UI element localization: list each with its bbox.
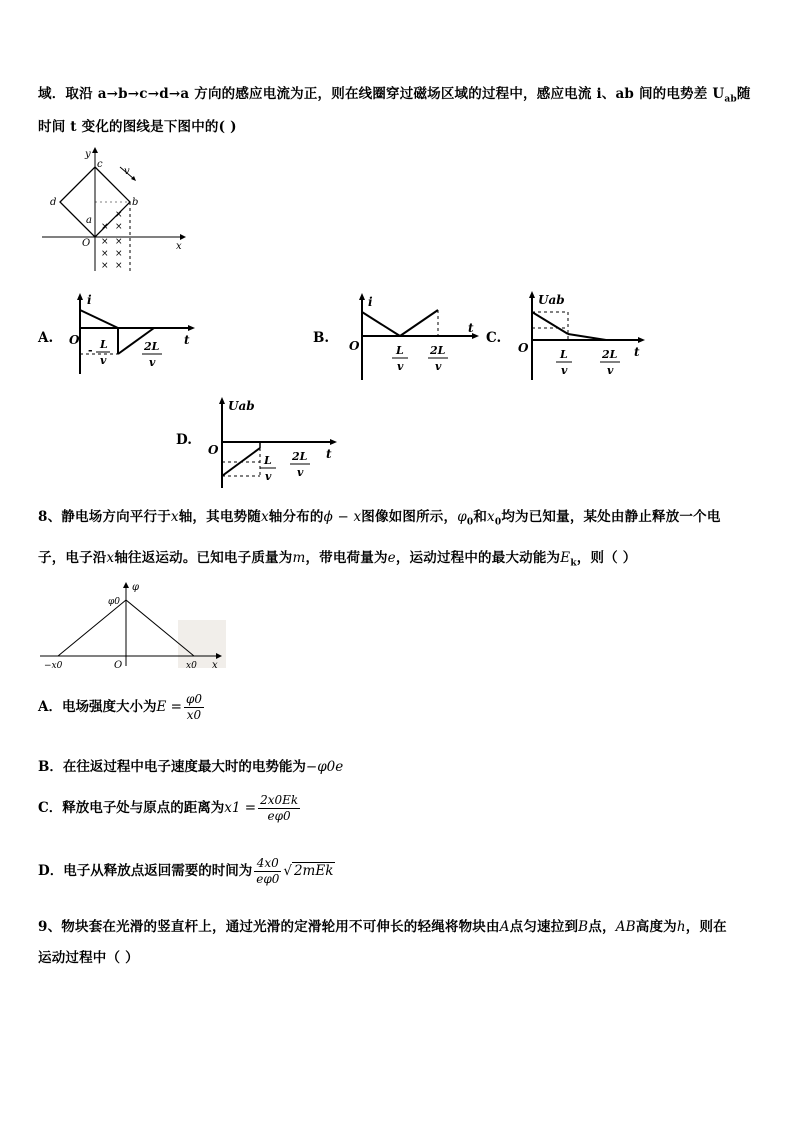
field-cross-mark: × <box>115 237 123 247</box>
q7d-axis-uab: Uab <box>228 399 255 413</box>
q7b-tick1-num: L <box>396 344 404 357</box>
q7-fig-v: v <box>124 166 130 177</box>
q7a-origin: O <box>69 333 80 347</box>
q7-option-c-graph <box>514 290 650 382</box>
q8-line-1: 8、静电场方向平行于x轴，其电势随x轴分布的ϕ − x图像如图所示，$\varphi_0$和$x_0$均为已知量，某处由静止释放一个电 <box>38 509 721 528</box>
q7b-axis-t: t <box>468 321 474 335</box>
q7c-tick2-num: 2L <box>602 348 618 361</box>
q7b-tick2-den: v <box>435 360 442 373</box>
field-cross-mark: × <box>115 222 123 232</box>
q8-option-b[interactable]: B．在往返过程中电子速度最大时的电势能为−φ0e <box>38 759 344 775</box>
q7b-tick1-den: v <box>397 360 404 373</box>
q7-line-2: 时间 t 变化的图线是下图中的( ) <box>38 119 237 135</box>
q7b-tick2-num: 2L <box>430 344 446 357</box>
q7-fig-c: c <box>97 159 103 170</box>
q7-option-a-label: A. <box>38 330 54 346</box>
q9-line-2: 运动过程中（ ） <box>38 950 139 966</box>
q8-option-a[interactable]: A．电场强度大小为E = $\frac{\varphi 0}{x0}$ <box>38 692 202 722</box>
q8-graph-x-axis: x <box>212 660 218 671</box>
q7c-tick1-num: L <box>560 348 568 361</box>
q7a-tick2-den: v <box>149 356 156 369</box>
q8-graph-origin: O <box>114 660 123 671</box>
q7c-tick2-den: v <box>607 364 614 377</box>
q7-option-b-label: B. <box>313 330 330 346</box>
q7-line-1-text: 域．取沿 a→b→c→d→a 方向的感应电流为正，则在线圈穿过磁场区域的过程中，感应电流 i、ab 间的电势差 U <box>38 86 725 102</box>
q7-line-1-end: 随 <box>736 86 751 102</box>
q7a-tick1-den: v <box>100 354 107 367</box>
q7c-axis-uab: Uab <box>538 293 565 307</box>
q7-line-1 <box>38 82 751 105</box>
q7a-tick2-num: 2L <box>144 340 160 353</box>
q8-option-c[interactable]: C．释放电子处与原点的距离为x1 = $\frac{2x0Ek}{e\varphi 0}$ <box>38 793 299 823</box>
q7-fig-d: d <box>50 197 57 208</box>
q7-fig-x-label: x <box>176 241 182 252</box>
q9-line-1: 9、物块套在光滑的竖直杆上，通过光滑的定滑轮用不可伸长的轻绳将物块由A点匀速拉到B点，AB高度为h，则在 <box>38 919 727 935</box>
q7c-axis-t: t <box>634 345 640 359</box>
q7-option-c-label: C. <box>486 330 502 346</box>
q8-graph-x0: x0 <box>186 661 197 671</box>
q7c-origin: O <box>518 341 529 355</box>
q7a-axis-t: t <box>184 333 190 347</box>
q7-option-a-graph <box>66 292 198 378</box>
q8-graph-phi0: φ0 <box>108 597 121 607</box>
q7d-tick2-den: v <box>297 466 304 479</box>
field-cross-mark: × <box>101 249 109 259</box>
q7d-axis-t: t <box>326 447 332 461</box>
q8-option-d[interactable]: D．电子从释放点返回需要的时间为 $\frac{4x0}{e\varphi 0}$ √ 2mEk <box>38 856 334 886</box>
q7b-axis-i: i <box>368 295 373 309</box>
field-cross-mark: × <box>115 210 123 220</box>
q7-fig-y-label: y <box>85 149 91 160</box>
q7-field-crosses <box>101 210 123 271</box>
q8-line-2: 子，电子沿x轴往返运动。已知电子质量为m，带电荷量为e，运动过程中的最大动能为$E_k$，则（ ） <box>38 550 637 569</box>
q7b-origin: O <box>349 339 360 353</box>
q7-option-b-graph <box>346 292 482 382</box>
q7a-tick1-num: L <box>100 338 108 351</box>
q8-graph-neg-x0: −x0 <box>44 661 63 671</box>
q7d-origin: O <box>208 443 219 457</box>
q7c-tick1-den: v <box>561 364 568 377</box>
q8-potential-graph <box>38 580 228 672</box>
field-cross-mark: × <box>101 261 109 271</box>
q7-fig-b: b <box>132 197 139 208</box>
q7-uab-subscript: ab <box>724 94 737 105</box>
q7-option-d-graph <box>206 396 342 490</box>
q7-coil-figure <box>38 145 188 275</box>
q7a-tick1-minus: - <box>88 344 93 357</box>
q7d-tick1-num: L <box>264 454 272 467</box>
field-cross-mark: × <box>115 261 123 271</box>
q7-option-d-label: D. <box>176 432 192 448</box>
field-cross-mark: × <box>101 237 109 247</box>
q7a-axis-i: i <box>87 293 92 307</box>
field-cross-mark: × <box>115 249 123 259</box>
q7d-tick1-den: v <box>265 470 272 483</box>
q7-fig-origin: O <box>82 238 91 249</box>
q7d-tick2-num: 2L <box>292 450 308 463</box>
q8-graph-phi-axis: φ <box>132 582 140 593</box>
q7-fig-a: a <box>86 215 92 226</box>
field-cross-mark: × <box>101 222 109 232</box>
